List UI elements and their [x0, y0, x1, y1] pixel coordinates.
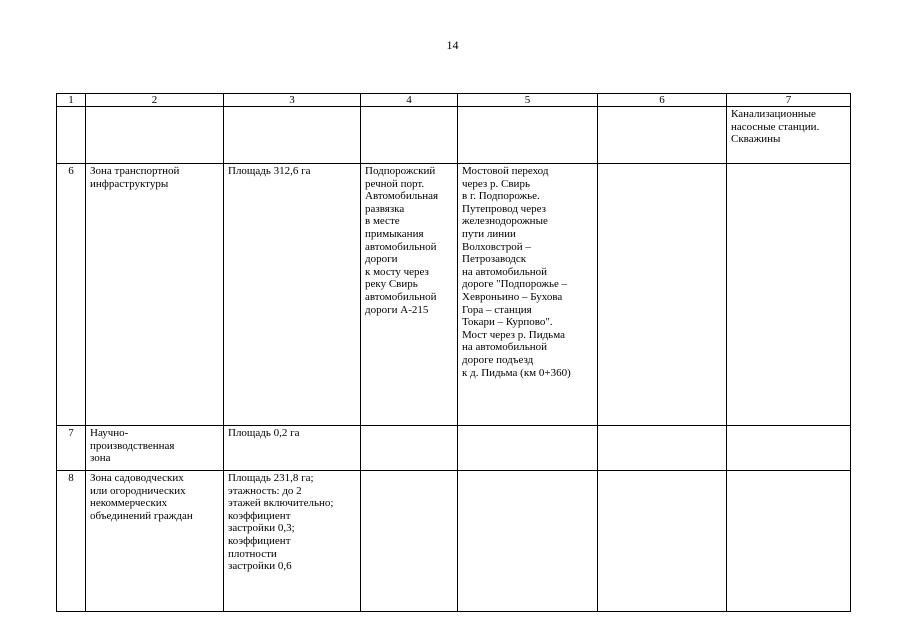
table-row	[57, 471, 851, 612]
zone-name-cell: Зона садоводческих или огороднических некоммерческих объединений граждан	[86, 471, 224, 612]
zones-table	[56, 93, 851, 612]
header-cell: 6	[598, 94, 727, 107]
row-number-cell: 8	[57, 471, 86, 612]
page-number: 14	[446, 38, 459, 52]
column-6-cell	[598, 107, 727, 164]
parameters-cell: Площадь 231,8 га; этажность: до 2 этажей включительно; коэффициент застройки 0,3; коэффициент плотности застройки 0,6	[224, 471, 361, 612]
column-6-cell	[598, 164, 727, 426]
table-row	[57, 426, 851, 471]
table-header-row	[57, 94, 851, 107]
zone-name-cell: Научно- производственная зона	[86, 426, 224, 471]
column-4-cell	[361, 107, 458, 164]
parameters-cell: Площадь 0,2 га	[224, 426, 361, 471]
column-5-cell	[458, 107, 598, 164]
zone-name-cell: Зона транспортной инфраструктуры	[86, 164, 224, 426]
header-cell: 2	[86, 94, 224, 107]
column-7-cell	[727, 426, 851, 471]
column-4-cell	[361, 471, 458, 612]
header-cell: 3	[224, 94, 361, 107]
row-number-cell: 6	[57, 164, 86, 426]
row-number-cell	[57, 107, 86, 164]
column-5-cell	[458, 471, 598, 612]
column-4-cell	[361, 426, 458, 471]
header-cell: 1	[57, 94, 86, 107]
zone-name-cell	[86, 107, 224, 164]
column-4-cell: Подпорожский речной порт. Автомобильная развязка в месте примыкания автомобильной дороги к мосту через реку Свирь автомобильной дороги А-215	[361, 164, 458, 426]
column-7-cell	[727, 164, 851, 426]
column-5-cell: Мостовой переход через р. Свирь в г. Подпорожье. Путепровод через железнодорожные пути линии Волховстрой – Петрозаводск на автомобильной дороге "Подпорожье – Хевроньино – Бухова Гора – станция Токари – Курпово". Мост через р. Пидьма на автомобильной дороге подъезд к д. Пидьма (км 0+360)	[458, 164, 598, 426]
column-6-cell	[598, 471, 727, 612]
parameters-cell	[224, 107, 361, 164]
header-cell: 4	[361, 94, 458, 107]
table-row	[57, 164, 851, 426]
table-row	[57, 107, 851, 164]
parameters-cell: Площадь 312,6 га	[224, 164, 361, 426]
row-number-cell: 7	[57, 426, 86, 471]
column-7-cell	[727, 471, 851, 612]
column-6-cell	[598, 426, 727, 471]
column-5-cell	[458, 426, 598, 471]
header-cell: 7	[727, 94, 851, 107]
header-cell: 5	[458, 94, 598, 107]
column-7-cell: Канализационные насосные станции. Скважины	[727, 107, 851, 164]
